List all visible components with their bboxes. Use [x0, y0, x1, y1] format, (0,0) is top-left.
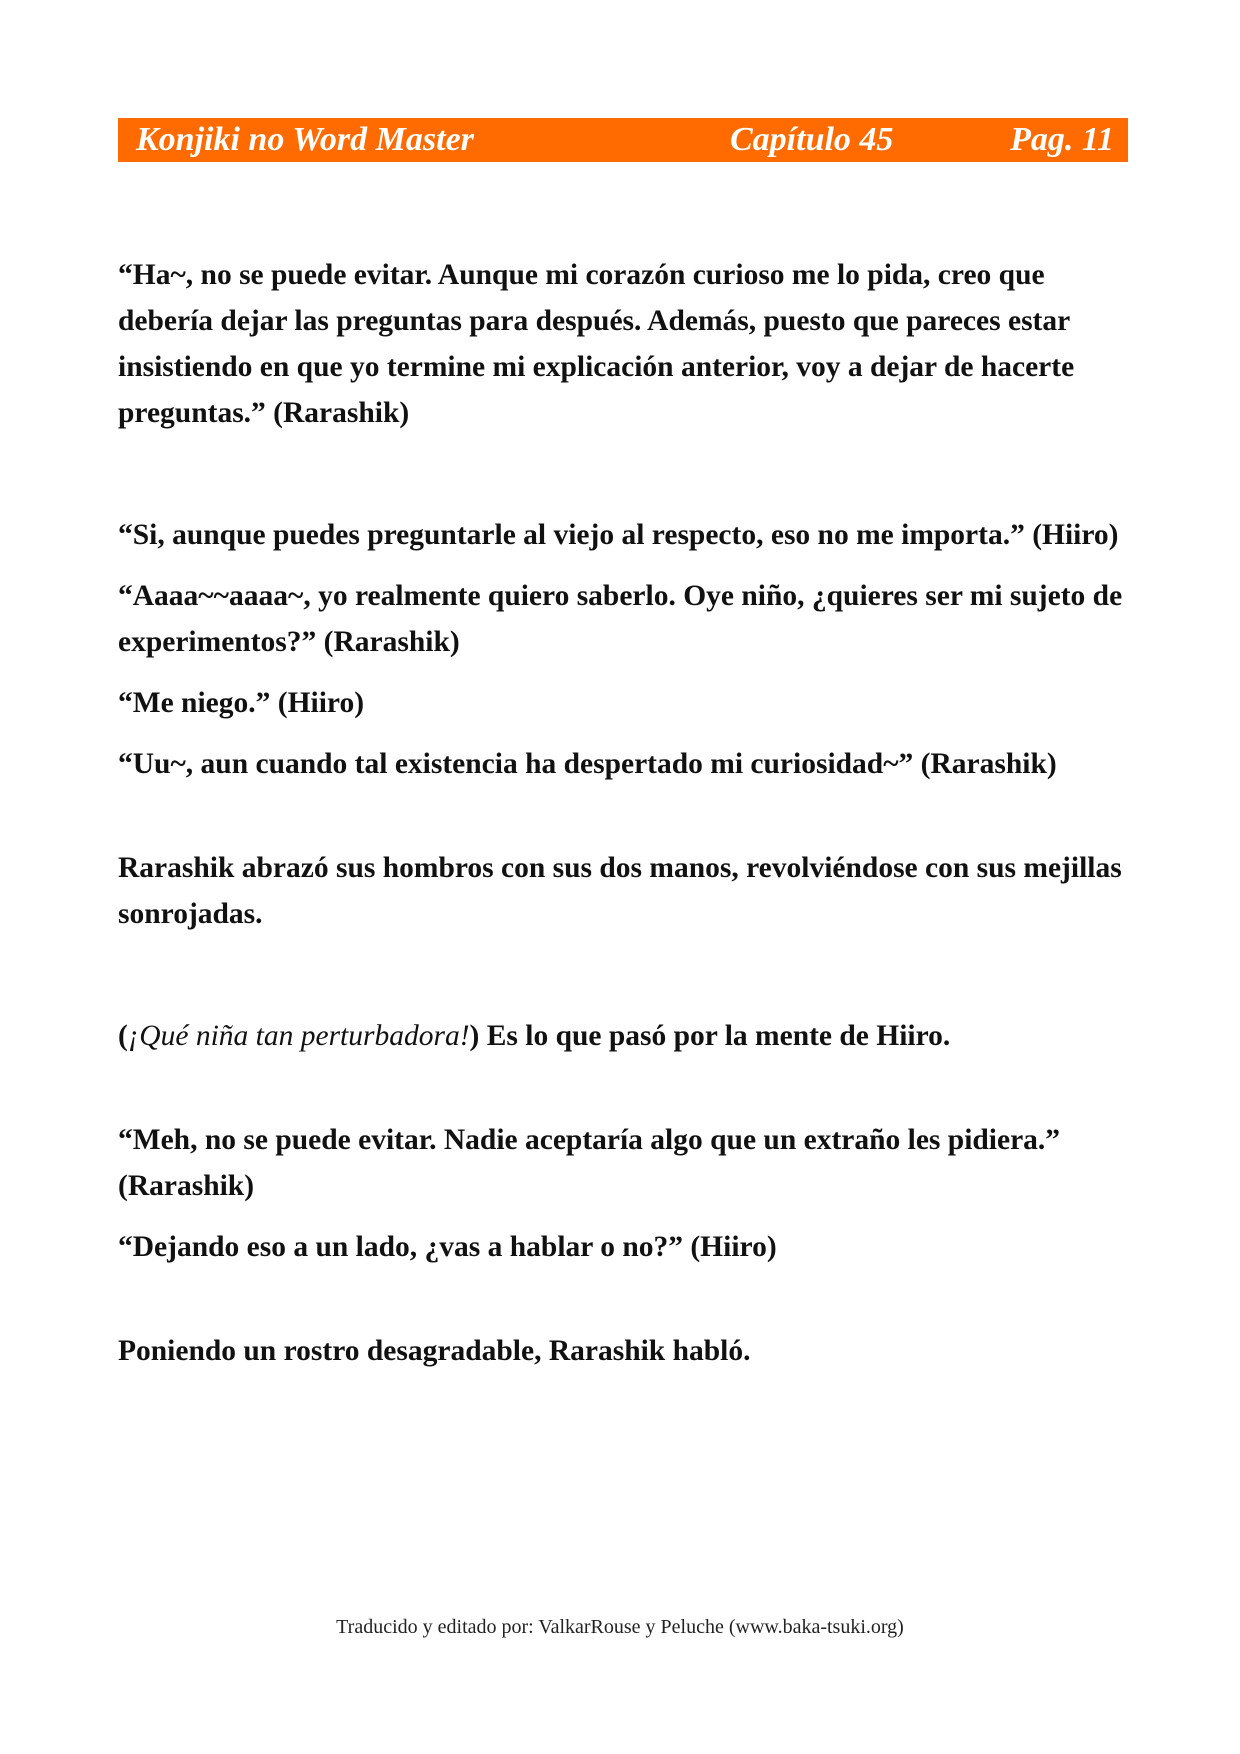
paragraph-5: “Uu~, aun cuando tal existencia ha despertado mi curiosidad~” (Rarashik) [118, 748, 1057, 780]
paragraph-6: Rarashik abrazó sus hombros con sus dos manos, revolviéndose con sus mejillas sonrojadas. [118, 852, 1122, 930]
translator-credit: Traducido y editado por: ValkarRouse y Peluche (www.baka-tsuki.org) [336, 1616, 904, 1638]
paragraph-3: “Aaaa~~aaaa~, yo realmente quiero saberlo. Oye niño, ¿quieres ser mi sujeto de experimentos?” (Rarashik) [118, 580, 1123, 658]
paragraph-2: “Si, aunque puedes preguntarle al viejo al respecto, eso no me importa.” (Hiiro) [118, 519, 1119, 551]
paragraph-1: “Ha~, no se puede evitar. Aunque mi corazón curioso me lo pida, creo que debería dejar las preguntas para después. Además, puesto que pareces estar insistiendo en que yo termine mi explicación anterior, voy a dejar de hacerte preguntas.” (Rarashik) [118, 259, 1075, 429]
page-number: Pag. 11 [1010, 121, 1114, 158]
paragraph-4: “Me niego.” (Hiiro) [118, 687, 365, 719]
paragraph-10: Poniendo un rostro desagradable, Rarashik habló. [118, 1335, 751, 1367]
thought-rest: ) Es lo que pasó por la mente de Hiiro. [469, 1020, 951, 1052]
paragraph-8: “Meh, no se puede evitar. Nadie aceptaría algo que un extraño les pidiera.” (Rarashik) [118, 1124, 1061, 1202]
page-header [118, 118, 1128, 162]
book-title: Konjiki no Word Master [136, 121, 474, 158]
page-body [118, 252, 1130, 1374]
paragraph-9: “Dejando eso a un lado, ¿vas a hablar o no?” (Hiiro) [118, 1231, 777, 1263]
paragraph-7 [118, 1013, 1130, 1059]
chapter-label: Capítulo 45 [730, 121, 894, 158]
thought-open: ( [118, 1020, 128, 1052]
thought-italic: ¡Qué niña tan perturbadora! [127, 1020, 470, 1052]
